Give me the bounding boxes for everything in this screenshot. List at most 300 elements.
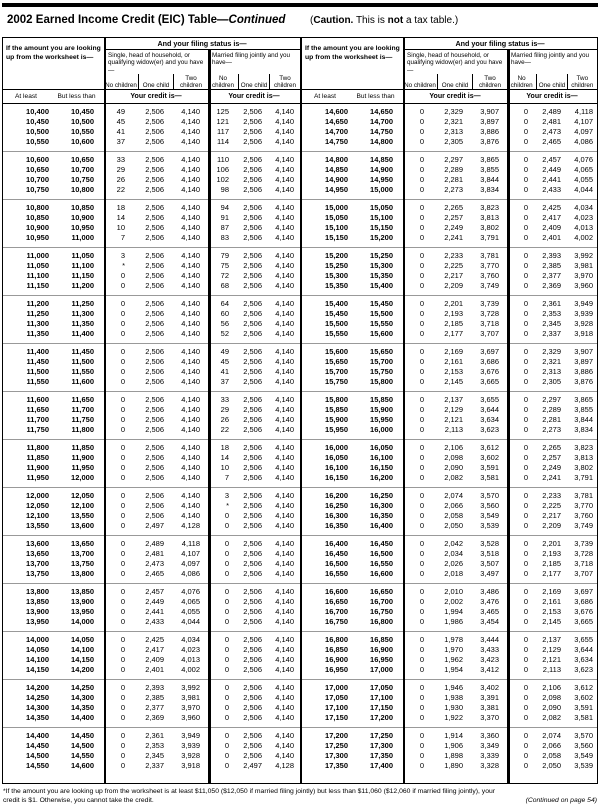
credit-value-cell: 3,823 xyxy=(574,443,593,452)
credit-value-cell: 0 xyxy=(419,491,424,500)
amount-range-cell: 15,350 xyxy=(370,271,393,280)
credit-value-cell: 2,018 xyxy=(444,569,463,578)
credit-value-cell: 56 xyxy=(220,319,229,328)
amount-range-cell: 15,000 xyxy=(370,185,393,194)
credit-value-cell: 0 xyxy=(120,713,125,722)
table-row xyxy=(3,377,300,387)
credit-value-cell: 4,140 xyxy=(181,155,200,164)
credit-value-cell: 4,140 xyxy=(275,271,294,280)
credit-value-cell: 0 xyxy=(419,223,424,232)
table-row xyxy=(302,107,597,117)
credit-value-cell: 0 xyxy=(523,155,528,164)
credit-value-cell: 2,241 xyxy=(542,473,561,482)
table-row xyxy=(302,165,597,175)
credit-value-cell: 2,417 xyxy=(145,645,164,654)
credit-value-cell: 2,506 xyxy=(145,367,164,376)
table-row xyxy=(302,453,597,463)
married-section-header: Married filing jointly and you have— No children One child Two children xyxy=(507,50,597,90)
row-group xyxy=(3,535,300,583)
table-row xyxy=(302,185,597,195)
credit-value-cell: 2,506 xyxy=(243,281,262,290)
amount-range-cell: 11,800 xyxy=(26,443,49,452)
credit-value-cell: 0 xyxy=(224,683,229,692)
credit-value-cell: 2,361 xyxy=(145,731,164,740)
credit-value-cell: 2,058 xyxy=(444,511,463,520)
credit-value-cell: 2,506 xyxy=(145,377,164,386)
credit-value-cell: 0 xyxy=(419,415,424,424)
credit-value-cell: 3,507 xyxy=(480,559,499,568)
table-row xyxy=(302,665,597,675)
credit-value-cell: 0 xyxy=(523,491,528,500)
credit-value-cell: 0 xyxy=(419,473,424,482)
amount-range-cell: 15,750 xyxy=(370,367,393,376)
amount-range-cell: 10,500 xyxy=(26,127,49,136)
amount-range-cell: 16,900 xyxy=(370,645,393,654)
credit-value-cell: 121 xyxy=(216,117,229,126)
credit-value-cell: 3,612 xyxy=(574,683,593,692)
credit-value-cell: 4,140 xyxy=(181,511,200,520)
credit-value-cell: 3,549 xyxy=(574,751,593,760)
credit-value-cell: 2,385 xyxy=(542,261,561,270)
credit-value-cell: 0 xyxy=(120,443,125,452)
credit-value-cell: 0 xyxy=(523,357,528,366)
credit-value-cell: 2,217 xyxy=(542,511,561,520)
credit-value-cell: 0 xyxy=(523,703,528,712)
credit-value-cell: 2,257 xyxy=(542,453,561,462)
credit-value-cell: 0 xyxy=(419,319,424,328)
credit-value-cell: 64 xyxy=(220,299,229,308)
credit-value-cell: 2,161 xyxy=(542,597,561,606)
credit-value-cell: 2,369 xyxy=(145,713,164,722)
credit-value-cell: 0 xyxy=(419,357,424,366)
credit-value-cell: 4,140 xyxy=(275,261,294,270)
credit-value-cell: 2,297 xyxy=(542,395,561,404)
credit-value-cell: 2,506 xyxy=(145,357,164,366)
credit-value-cell: 4,140 xyxy=(275,453,294,462)
amount-range-cell: 10,750 xyxy=(26,185,49,194)
amount-range-cell: 16,850 xyxy=(370,635,393,644)
amount-range-cell: 10,450 xyxy=(26,117,49,126)
credit-value-cell: 2,305 xyxy=(444,137,463,146)
table-row xyxy=(302,693,597,703)
credit-value-cell: 0 xyxy=(120,281,125,290)
credit-value-cell: 1,970 xyxy=(444,645,463,654)
credit-value-cell: 2,506 xyxy=(145,251,164,260)
table-row xyxy=(3,501,300,511)
amount-range-cell: 16,200 xyxy=(325,491,348,500)
table-row xyxy=(302,377,597,387)
credit-value-cell: 2,465 xyxy=(542,137,561,146)
credit-value-cell: 0 xyxy=(523,463,528,472)
table-row xyxy=(3,127,300,137)
credit-value-cell: 0 xyxy=(523,511,528,520)
credit-value-cell: 0 xyxy=(419,731,424,740)
table-row xyxy=(302,395,597,405)
title-main: 2002 Earned Income Credit (EIC) Table xyxy=(7,14,218,26)
credit-value-cell: 2,177 xyxy=(542,569,561,578)
credit-value-cell: 0 xyxy=(120,703,125,712)
credit-value-cell: 3,686 xyxy=(480,357,499,366)
amount-range-cell: 16,500 xyxy=(370,549,393,558)
credit-value-cell: 4,140 xyxy=(275,521,294,530)
credit-value-cell: 0 xyxy=(419,761,424,770)
amount-range-cell: 13,800 xyxy=(26,587,49,596)
credit-value-cell: 4,140 xyxy=(275,415,294,424)
table-row xyxy=(302,751,597,761)
credit-value-cell: 0 xyxy=(419,617,424,626)
credit-value-cell: 114 xyxy=(217,137,229,146)
credit-value-cell: 0 xyxy=(419,741,424,750)
credit-value-cell: 0 xyxy=(419,127,424,136)
amount-range-cell: 10,600 xyxy=(71,137,94,146)
your-credit-label: Your credit is— xyxy=(130,93,182,100)
credit-value-cell: 3,834 xyxy=(480,185,499,194)
credit-value-cell: 0 xyxy=(224,587,229,596)
amount-range-cell: 16,700 xyxy=(370,597,393,606)
credit-value-cell: 2,034 xyxy=(444,549,463,558)
credit-value-cell: 3,897 xyxy=(574,357,593,366)
credit-value-cell: 0 xyxy=(419,587,424,596)
credit-value-cell: 3,865 xyxy=(480,155,499,164)
credit-value-cell: 4,118 xyxy=(574,107,593,116)
amount-range-cell: 11,500 xyxy=(71,357,94,366)
credit-value-cell: 3,539 xyxy=(480,521,499,530)
credit-value-cell: 2,457 xyxy=(542,155,561,164)
credit-value-cell: 4,065 xyxy=(574,165,593,174)
credit-value-cell: 2,433 xyxy=(542,185,561,194)
credit-value-cell: 4,140 xyxy=(181,377,200,386)
filing-status-header: And your filing status is— xyxy=(403,38,597,50)
credit-value-cell: 2,121 xyxy=(444,415,463,424)
credit-value-cell: 3,328 xyxy=(480,761,499,770)
amount-range-cell: 13,850 xyxy=(71,587,94,596)
amount-range-cell: 14,150 xyxy=(71,655,94,664)
credit-value-cell: 0 xyxy=(224,655,229,664)
amount-range-cell: 14,400 xyxy=(26,731,49,740)
credit-value-cell: 2,506 xyxy=(145,473,164,482)
table-row xyxy=(3,261,300,271)
credit-value-cell: * xyxy=(122,261,125,270)
credit-value-cell: 0 xyxy=(419,443,424,452)
credit-value-cell: 10 xyxy=(220,463,229,472)
amount-range-cell: 15,900 xyxy=(370,405,393,414)
table-row xyxy=(302,607,597,617)
amount-range-cell: 10,400 xyxy=(26,107,49,116)
credit-value-cell: 3,907 xyxy=(480,107,499,116)
credit-value-cell: 2,281 xyxy=(542,415,561,424)
credit-value-cell: 2,506 xyxy=(243,597,262,606)
credit-value-cell: 3,981 xyxy=(181,693,200,702)
credit-value-cell: 3,949 xyxy=(181,731,200,740)
credit-value-cell: 3,970 xyxy=(574,271,593,280)
table-row xyxy=(302,741,597,751)
table-row xyxy=(302,261,597,271)
credit-value-cell: 2,489 xyxy=(145,539,164,548)
amount-range-cell: 15,450 xyxy=(370,299,393,308)
credit-value-cell: 0 xyxy=(419,185,424,194)
amount-range-cell: 15,200 xyxy=(325,251,348,260)
table-row xyxy=(3,511,300,521)
credit-value-cell: 45 xyxy=(220,357,229,366)
credit-value-cell: 2,249 xyxy=(542,463,561,472)
credit-value-cell: 0 xyxy=(523,597,528,606)
credit-value-cell: 2,506 xyxy=(243,665,262,674)
table-row xyxy=(302,617,597,627)
credit-value-cell: 2,385 xyxy=(145,693,164,702)
credit-value-cell: 3,791 xyxy=(574,473,593,482)
credit-value-cell: 2,225 xyxy=(444,261,463,270)
credit-value-cell: 2,313 xyxy=(542,367,561,376)
credit-value-cell: 4,140 xyxy=(181,107,200,116)
amount-range-cell: 13,950 xyxy=(71,607,94,616)
credit-value-cell: 0 xyxy=(224,559,229,568)
amount-range-cell: 10,550 xyxy=(71,127,94,136)
amount-range-cell: 10,900 xyxy=(71,213,94,222)
credit-value-cell: 1,986 xyxy=(444,617,463,626)
amount-range-cell: 15,700 xyxy=(370,357,393,366)
row-group xyxy=(3,727,300,775)
credit-value-cell: 0 xyxy=(523,281,528,290)
title-continued: —Continued xyxy=(217,14,286,26)
credit-value-cell: 2,506 xyxy=(243,107,262,116)
credit-value-cell: 2,233 xyxy=(542,491,561,500)
credit-value-cell: 60 xyxy=(220,309,229,318)
credit-value-cell: 4,055 xyxy=(181,607,200,616)
amount-range-cell: 13,850 xyxy=(26,597,49,606)
credit-value-cell: 4,140 xyxy=(275,137,294,146)
amount-range-cell: 16,050 xyxy=(325,453,348,462)
credit-value-cell: 3,960 xyxy=(181,713,200,722)
credit-value-cell: 2,506 xyxy=(243,703,262,712)
credit-value-cell: 0 xyxy=(419,299,424,308)
credit-value-cell: 0 xyxy=(419,117,424,126)
credit-value-cell: 4,140 xyxy=(275,107,294,116)
credit-value-cell: 2,401 xyxy=(145,665,164,674)
amount-range-cell: 13,700 xyxy=(26,559,49,568)
credit-value-cell: 3,939 xyxy=(181,741,200,750)
credit-value-cell: 2,209 xyxy=(542,521,561,530)
credit-value-cell: 4,140 xyxy=(181,443,200,452)
row-group xyxy=(3,679,300,727)
amount-range-cell: 13,600 xyxy=(71,521,94,530)
credit-value-cell: 3,497 xyxy=(480,569,499,578)
amount-range-cell: 14,600 xyxy=(325,107,348,116)
table-row xyxy=(3,251,300,261)
credit-value-cell: 2,506 xyxy=(243,569,262,578)
amount-range-cell: 10,600 xyxy=(26,155,49,164)
credit-value-cell: 2,506 xyxy=(243,683,262,692)
credit-value-cell: 0 xyxy=(120,693,125,702)
amount-range-cell: 14,750 xyxy=(370,127,393,136)
credit-value-cell: 3,465 xyxy=(480,607,499,616)
amount-range-cell: 11,000 xyxy=(71,233,94,242)
credit-value-cell: 3,844 xyxy=(574,415,593,424)
credit-value-cell: 0 xyxy=(120,329,125,338)
table-header xyxy=(3,38,300,104)
credit-value-cell: 1,954 xyxy=(444,665,463,674)
credit-value-cell: 2,169 xyxy=(444,347,463,356)
credit-value-cell: 0 xyxy=(419,281,424,290)
credit-value-cell: 2,082 xyxy=(444,473,463,482)
credit-value-cell: 0 xyxy=(120,425,125,434)
amount-range-cell: 14,050 xyxy=(26,645,49,654)
credit-value-cell: 0 xyxy=(419,233,424,242)
credit-value-cell: 2,449 xyxy=(145,597,164,606)
col-two-children: Two children xyxy=(269,74,300,90)
credit-value-cell: 2,506 xyxy=(145,165,164,174)
amount-range-cell: 17,150 xyxy=(370,703,393,712)
credit-value-cell: 3,644 xyxy=(480,405,499,414)
credit-value-cell: 0 xyxy=(523,117,528,126)
credit-value-cell: 2,506 xyxy=(243,655,262,664)
row-group xyxy=(302,104,597,151)
credit-value-cell: 3,760 xyxy=(480,271,499,280)
credit-value-cell: 4,140 xyxy=(275,511,294,520)
credit-value-cell: 2,225 xyxy=(542,501,561,510)
credit-value-cell: 0 xyxy=(120,521,125,530)
credit-value-cell: 0 xyxy=(120,569,125,578)
credit-value-cell: 0 xyxy=(523,539,528,548)
table-row xyxy=(302,213,597,223)
amount-range-cell: 10,700 xyxy=(26,175,49,184)
amount-range-cell: 11,200 xyxy=(26,299,49,308)
amount-range-cell: 11,150 xyxy=(71,271,94,280)
amount-range-cell: 16,550 xyxy=(370,559,393,568)
credit-value-cell: * xyxy=(226,501,229,510)
row-group xyxy=(302,631,597,679)
credit-value-cell: 4,140 xyxy=(275,587,294,596)
credit-value-cell: 3,591 xyxy=(574,703,593,712)
credit-value-cell: 125 xyxy=(216,107,229,116)
table-row xyxy=(3,635,300,645)
amount-range-cell: 13,750 xyxy=(71,559,94,568)
amount-range-cell: 16,050 xyxy=(370,443,393,452)
credit-value-cell: 2,337 xyxy=(145,761,164,770)
credit-value-cell: 0 xyxy=(523,731,528,740)
credit-value-cell: 3,802 xyxy=(480,223,499,232)
credit-value-cell: 37 xyxy=(220,377,229,386)
credit-value-cell: 0 xyxy=(120,549,125,558)
credit-value-cell: 2,145 xyxy=(542,617,561,626)
credit-value-cell: 2,345 xyxy=(145,751,164,760)
credit-value-cell: 0 xyxy=(419,521,424,530)
credit-value-cell: 0 xyxy=(419,511,424,520)
credit-value-cell: 2,433 xyxy=(145,617,164,626)
credit-value-cell: 0 xyxy=(419,203,424,212)
credit-value-cell: 2,289 xyxy=(444,165,463,174)
credit-value-cell: 4,140 xyxy=(275,597,294,606)
credit-value-cell: 26 xyxy=(220,415,229,424)
credit-value-cell: 2,305 xyxy=(542,377,561,386)
amount-range-cell: 14,550 xyxy=(71,751,94,760)
credit-value-cell: 2,506 xyxy=(243,453,262,462)
page-title xyxy=(7,14,596,26)
credit-value-cell: 2,506 xyxy=(145,309,164,318)
credit-value-cell: 4,140 xyxy=(181,117,200,126)
amount-range-cell: 15,400 xyxy=(325,299,348,308)
credit-value-cell: 4,107 xyxy=(574,117,593,126)
table-row xyxy=(3,165,300,175)
row-group xyxy=(3,247,300,295)
table-row xyxy=(302,501,597,511)
credit-value-cell: 2,265 xyxy=(444,203,463,212)
credit-value-cell: 0 xyxy=(523,251,528,260)
credit-value-cell: 68 xyxy=(220,281,229,290)
credit-value-cell: 2,497 xyxy=(243,761,262,770)
amount-range-cell: 11,250 xyxy=(71,299,94,308)
credit-value-cell: 1,930 xyxy=(444,703,463,712)
credit-value-cell: 3,612 xyxy=(480,443,499,452)
credit-value-cell: 4,140 xyxy=(181,463,200,472)
credit-value-cell: 1,978 xyxy=(444,635,463,644)
table-header xyxy=(302,38,597,104)
credit-value-cell: 2,193 xyxy=(542,549,561,558)
credit-value-cell: 2,113 xyxy=(444,425,463,434)
credit-value-cell: 4,140 xyxy=(181,185,200,194)
row-group xyxy=(302,247,597,295)
credit-value-cell: 2,506 xyxy=(243,137,262,146)
row-group xyxy=(302,727,597,775)
credit-value-cell: 3,760 xyxy=(574,511,593,520)
credit-value-cell: 2,506 xyxy=(243,463,262,472)
amount-range-cell: 17,200 xyxy=(370,713,393,722)
amount-range-cell: 13,750 xyxy=(26,569,49,578)
credit-value-cell: 4,140 xyxy=(181,223,200,232)
credit-value-cell: 2,082 xyxy=(542,713,561,722)
credit-value-cell: 0 xyxy=(523,367,528,376)
credit-value-cell: 4,140 xyxy=(275,425,294,434)
credit-value-cell: 0 xyxy=(224,539,229,548)
amount-range-cell: 17,250 xyxy=(370,731,393,740)
row-group xyxy=(302,151,597,199)
credit-value-cell: 3,454 xyxy=(480,617,499,626)
credit-value-cell: 4,140 xyxy=(181,501,200,510)
credit-value-cell: 2,506 xyxy=(243,549,262,558)
amount-range-cell: 14,150 xyxy=(26,665,49,674)
credit-value-cell: 2,106 xyxy=(444,443,463,452)
credit-value-cell: 2,002 xyxy=(444,597,463,606)
credit-value-cell: 91 xyxy=(220,213,229,222)
credit-value-cell: 2,506 xyxy=(243,357,262,366)
credit-value-cell: 3,486 xyxy=(480,587,499,596)
amount-range-cell: 13,800 xyxy=(71,569,94,578)
credit-value-cell: 7 xyxy=(224,473,229,482)
table-row xyxy=(3,271,300,281)
amount-range-cell: 15,650 xyxy=(325,357,348,366)
credit-value-cell: 0 xyxy=(120,347,125,356)
credit-value-cell: 117 xyxy=(217,127,229,136)
credit-value-cell: 3,855 xyxy=(574,405,593,414)
amount-range-cell: 11,850 xyxy=(71,443,94,452)
credit-value-cell: 3,634 xyxy=(480,415,499,424)
credit-value-cell: 2,506 xyxy=(243,127,262,136)
amount-range-cell: 14,250 xyxy=(71,683,94,692)
credit-value-cell: 4,140 xyxy=(181,395,200,404)
table-right-half xyxy=(300,38,597,783)
credit-value-cell: 2,249 xyxy=(444,223,463,232)
table-row xyxy=(3,299,300,309)
credit-value-cell: 2,506 xyxy=(243,347,262,356)
credit-value-cell: 2,506 xyxy=(145,491,164,500)
table-row xyxy=(302,357,597,367)
credit-value-cell: 29 xyxy=(220,405,229,414)
amount-header: If the amount you are looking up from the worksheet is— xyxy=(305,45,400,61)
row-group xyxy=(3,295,300,343)
credit-value-cell: 2,506 xyxy=(243,443,262,452)
table-row xyxy=(302,251,597,261)
credit-value-cell: 2,058 xyxy=(542,751,561,760)
credit-value-cell: 2,506 xyxy=(243,521,262,530)
